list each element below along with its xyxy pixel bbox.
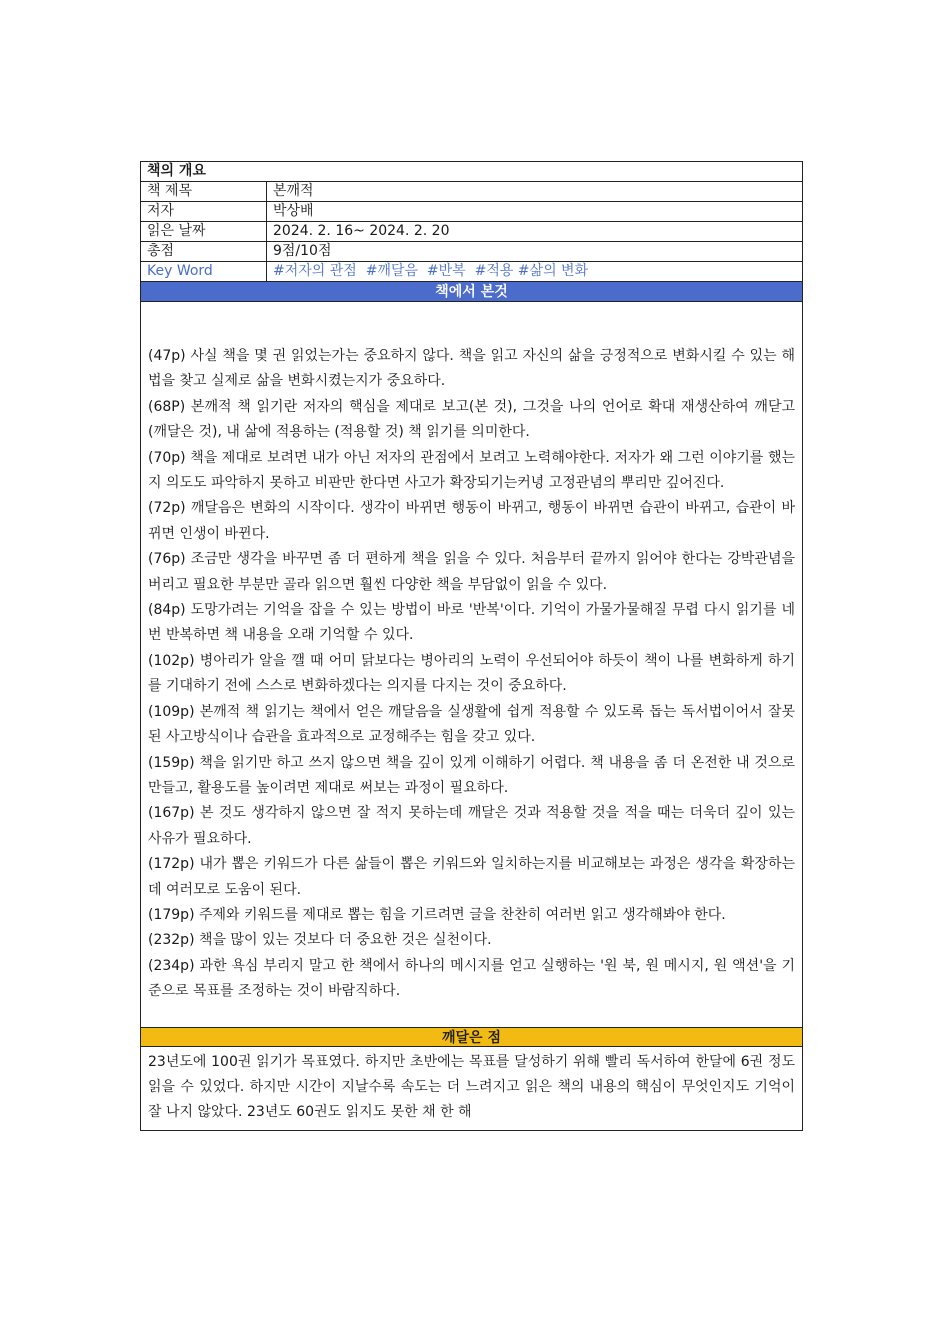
author-value: 박상배 (273, 203, 314, 219)
overview-row-keyword (141, 262, 802, 282)
realized-paragraph: 23년도에 100권 읽기가 목표였다. 하지만 초반에는 목표를 달성하기 위해 빨리 독서하여 한달에 6권 정도 읽을 수 있었다. 하지만 시간이 지날수록 속도는 더 느려지고 읽은 책의 내용의 핵심이 무엇인지도 기억이 잘 나지 않았다. 23년도 60권도 읽지도 못한 채 한 해 (148, 1053, 795, 1121)
overview-header: 책의 개요 (147, 163, 206, 179)
author-label: 저자 (141, 202, 267, 221)
quote-item: (167p) 본 것도 생각하지 않으면 잘 적지 못하는데 깨달은 것과 적용할 것을 적을 때는 더욱더 깊이 있는 사유가 필요하다. (148, 805, 795, 847)
read-date-label: 읽은 날짜 (141, 222, 267, 241)
quote-item: (68P) 본깨적 책 읽기란 저자의 핵심을 제대로 보고(본 것), 그것을 나의 언어로 확대 재생산하여 깨닫고(깨달은 것), 내 삶에 적용하는 (적용할 것) 책 읽기를 의미한다. (148, 398, 795, 441)
quote-item: (102p) 병아리가 알을 깰 때 어미 닭보다는 병아리의 노력이 우선되어야 하듯이 책이 나를 변화하게 하기를 기대하기 전에 스스로 변화하겠다는 의지를 다지는 것이 중요하다. (148, 652, 795, 695)
overview-header-row (141, 162, 802, 182)
seen-quotes (141, 302, 802, 1027)
quote-item: (232p) 책을 많이 있는 것보다 더 중요한 것은 실천이다. (148, 932, 492, 949)
read-date-value: 2024. 2. 16~ 2024. 2. 20 (273, 223, 450, 239)
quote-item: (159p) 책을 읽기만 하고 쓰지 않으면 책을 깊이 있게 이해하기 어렵다. 책 내용을 좀 더 온전한 내 것으로 만들고, 활용도를 높이려면 제대로 써보는 과정이 필요하다. (148, 754, 795, 796)
overview-row-date (141, 222, 802, 242)
book-title-value: 본깨적 (273, 183, 314, 199)
quote-item: (47p) 사실 책을 몇 권 읽었는가는 중요하지 않다. 책을 읽고 자신의 삶을 긍정적으로 변화시킬 수 있는 해법을 찾고 실제로 삶을 변화시켰는지가 중요하다. (148, 348, 795, 390)
quote-item: (84p) 도망가려는 기억을 잡을 수 있는 방법이 바로 '반복'이다. 기억이 가물가물해질 무렵 다시 읽기를 네 번 반복하면 책 내용을 오래 기억할 수 있다. (148, 602, 795, 644)
overview-row-author (141, 202, 802, 222)
book-title-label: 책 제목 (141, 182, 267, 201)
quote-item: (70p) 책을 제대로 보려면 내가 아닌 저자의 관점에서 보려고 노력해야한다. 저자가 왜 그런 이야기를 했는지 의도도 파악하지 못하고 비판만 한다면 사고가 확장되기는커녕 고정관념의 뿌리만 깊어진다. (148, 449, 795, 492)
score-value: 9점/10점 (273, 243, 332, 259)
quote-item: (76p) 조금만 생각을 바꾸면 좀 더 편하게 책을 읽을 수 있다. 처음부터 끝까지 읽어야 한다는 강박관념을 버리고 필요한 부분만 골라 읽으면 훨씬 다양한 책을 부담없이 읽을 수 있다. (148, 551, 795, 593)
realized-section-header: 깨달은 점 (141, 1027, 802, 1047)
overview-row-score (141, 242, 802, 262)
quote-item: (234p) 과한 욕심 부리지 말고 한 책에서 하나의 메시지를 얻고 실행하는 '원 북, 원 메시지, 원 액션'을 기준으로 목표를 조정하는 것이 바람직하다. (148, 957, 795, 1000)
book-report-table (140, 161, 803, 1131)
seen-section-header: 책에서 본것 (141, 282, 802, 302)
quote-item: (109p) 본깨적 책 읽기는 책에서 얻은 깨달음을 실생활에 쉽게 적용할 수 있도록 돕는 독서법이어서 잘못된 사고방식이나 습관을 효과적으로 교정해주는 힘을 갖고 있다. (148, 703, 795, 746)
keyword-label: Key Word (141, 262, 267, 281)
quote-item: (172p) 내가 뽑은 키워드가 다른 삶들이 뽑은 키워드와 일치하는지를 비교해보는 과정은 생각을 확장하는데 여러모로 도움이 된다. (148, 856, 795, 898)
quote-item: (179p) 주제와 키워드를 제대로 뽑는 힘을 기르려면 글을 찬찬히 여러번 읽고 생각해봐야 한다. (148, 906, 726, 923)
keyword-value: #저자의 관점 #깨달음 #반복 #적용 #삶의 변화 (273, 263, 589, 279)
realized-text (141, 1047, 802, 1130)
overview-row-title (141, 182, 802, 202)
quote-item: (72p) 깨달음은 변화의 시작이다. 생각이 바뀌면 행동이 바뀌고, 행동이 바뀌면 습관이 바뀌고, 습관이 바뀌면 인생이 바뀐다. (148, 500, 795, 542)
score-label: 총점 (141, 242, 267, 261)
